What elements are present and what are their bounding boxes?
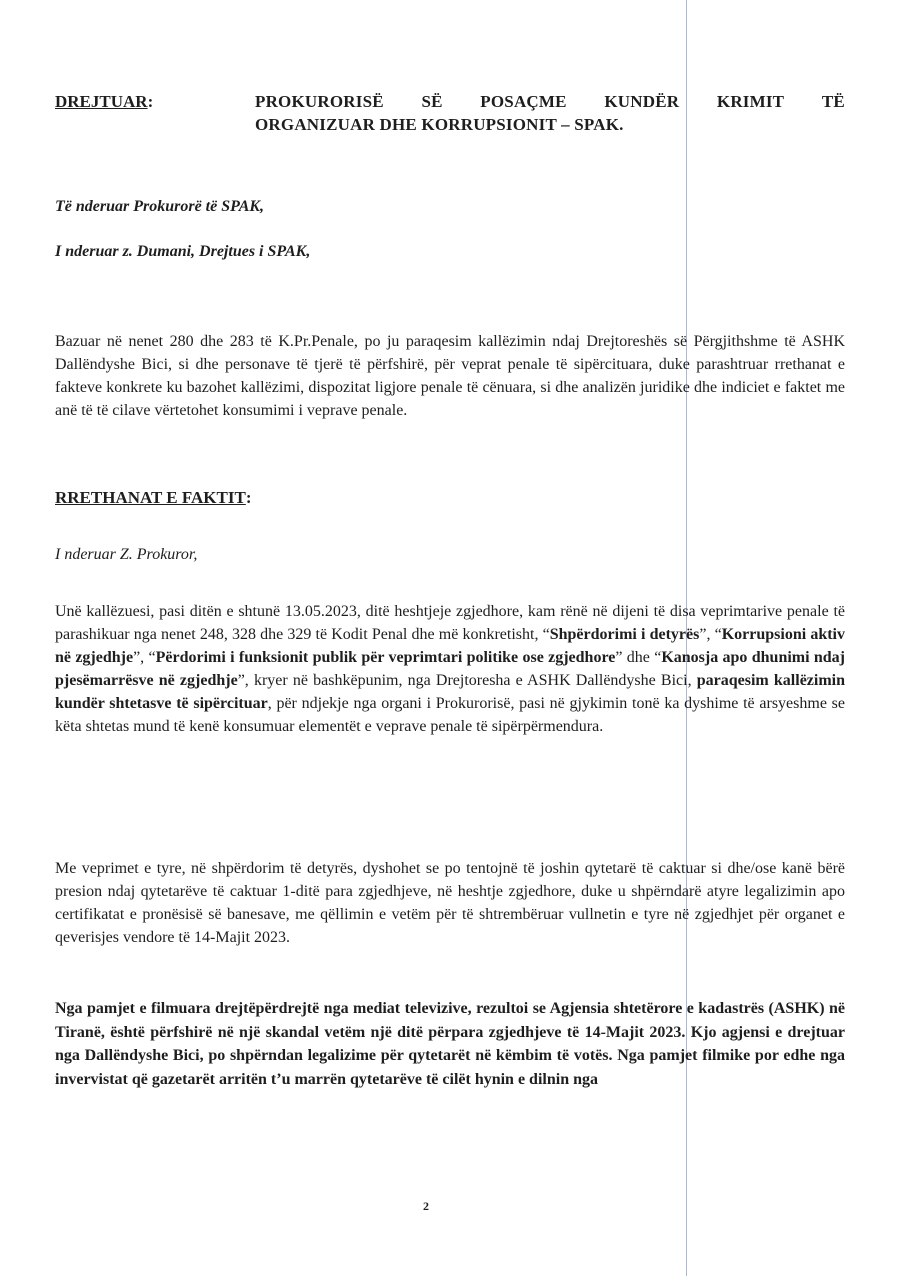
- salutation-director: I nderuar z. Dumani, Drejtues i SPAK,: [55, 243, 311, 260]
- facts-text: , për ndjekje nga organi i Prokurorisë, pasi në gjykimin tonë ka dyshime të arsyeshme se këta shtetas mund të kenë konsumuar elementët e veprave penale të sipërpërmendura.: [55, 695, 845, 735]
- actions-paragraph: Me veprimet e tyre, në shpërdorim të detyrës, dyshohet se po tentojnë të joshin qytetarë të caktuar si dhe/ose kanë bërë presion ndaj qytetarëve të caktuar 1-ditë para zgjedhjeve, në heshtje zgjedhore, duke u shpërndarë atyre legalizimin apo certifikatat e pronësisë së banesave, me qëllimin e vetëm për të shtrembëruar vullnetin e tyre në zgjedhjet për organet e qeverisjes vendore të 14-Majit 2023.: [55, 860, 845, 946]
- addressee-word: SË: [421, 92, 443, 111]
- intro-paragraph: Bazuar në nenet 280 dhe 283 të K.Pr.Penale, po ju paraqesim kallëzimin ndaj Drejtoreshës së Përgjithshme të ASHK Dallëndyshe Bici, si dhe personave të tjerë të përfshirë, për veprat penale të sipërcituara, duke parashtruar rrethanat e fakteve konkrete ku bazohet kallëzimi, dispozitat ligjore penale të cënuara, si dhe analizën juridike dhe indiciet e faktet me anë të të cilave vërtetohet konsumimi i veprave penale.: [55, 333, 845, 419]
- facts-text: ”, “: [133, 649, 156, 666]
- facts-text: ”, “: [699, 626, 722, 643]
- complaint-statement: paraqesim kallëzimin kundër shtetasve të sipërcituar: [55, 672, 846, 712]
- addressee-line-2: ORGANIZUAR DHE KORRUPSIONIT – SPAK.: [255, 115, 624, 134]
- facts-paragraph: [55, 600, 845, 738]
- addressee-word: TË: [821, 92, 845, 111]
- addressee-label-text: DREJTUAR: [55, 92, 148, 111]
- addressee-word: PROKURORISË: [255, 92, 384, 111]
- section-heading-colon: :: [245, 488, 252, 507]
- page-number: 2: [423, 1199, 429, 1213]
- addressee-word: KUNDËR: [604, 92, 680, 111]
- salutation-prosecutors: Të nderuar Prokurorë të SPAK,: [55, 198, 265, 215]
- facts-text: ”, kryer në bashkëpunim, nga Drejtoresha e ASHK Dallëndyshe Bici,: [237, 672, 697, 689]
- section-heading-text: RRETHANAT E FAKTIT: [55, 488, 246, 507]
- addressee-line-1: [255, 90, 845, 113]
- facts-text: Unë kallëzuesi, pasi ditën e shtunë 13.05.2023, ditë heshtjeje zgjedhore, kam rënë në dijeni të disa veprimtarive penale të parashikuar nga nenet 248, 328 dhe 329 të Kodit Penal dhe më konkretisht, “: [55, 603, 845, 643]
- addressee-name: [255, 90, 845, 136]
- offense-abuse-of-duty: Shpërdorimi i detyrës: [549, 626, 700, 643]
- addressee-word: KRIMIT: [716, 92, 785, 111]
- addressee-label-colon: :: [147, 92, 154, 111]
- section-heading: [55, 488, 251, 508]
- facts-text: ” dhe “: [615, 649, 662, 666]
- section-salutation: I nderuar Z. Prokuror,: [55, 546, 198, 563]
- addressee-word: POSAÇME: [480, 92, 567, 111]
- offense-threats-to-participants: Kanosja apo dhunimi ndaj pjesëmarrësve në zgjedhje: [55, 649, 846, 689]
- offense-active-corruption: Korrupsioni aktiv në zgjedhje: [55, 626, 846, 666]
- media-evidence-paragraph: Nga pamjet e filmuara drejtëpërdrejtë nga mediat televizive, rezultoi se Agjensia shtetërore e kadastrës (ASHK) në Tiranë, është përfshirë në një skandal vetëm një ditë përpara zgjedhjeve të 14-Majit 2023. Kjo agjensi e drejtuar nga Dallëndyshe Bici, po shpërndan legalizime për qytetarët në këmbim të votës. Nga pamjet filmike por edhe nga invervistat që gazetarët arritën t’u marrën qytetarëve të cilët hynin e dilnin nga: [55, 1000, 845, 1088]
- offense-public-function-misuse: Përdorimi i funksionit publik për veprimtari politike ose zgjedhore: [155, 649, 616, 666]
- addressee-label: [55, 90, 153, 113]
